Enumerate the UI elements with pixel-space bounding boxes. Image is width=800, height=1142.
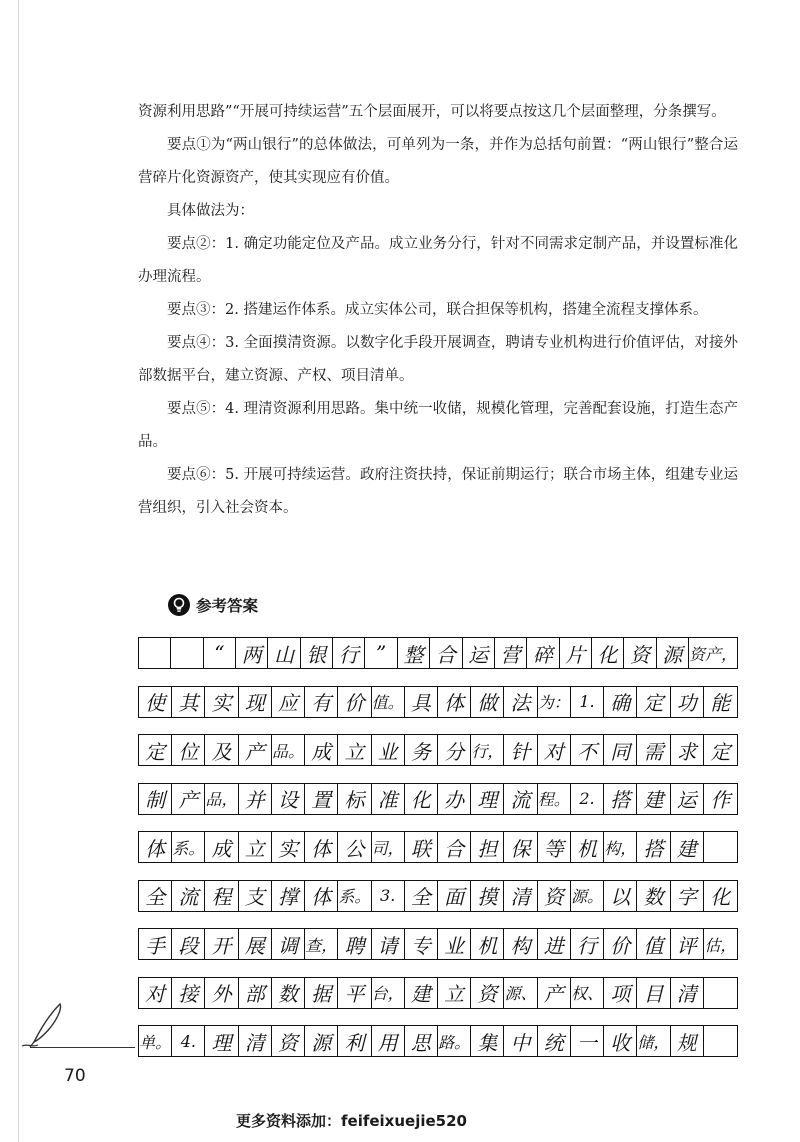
grid-cell: 运 (671, 784, 704, 814)
grid-cell (139, 638, 171, 668)
grid-cell: 成 (305, 735, 338, 765)
grid-cell: 立 (438, 978, 471, 1008)
lightbulb-icon (168, 594, 190, 616)
grid-cell: 资产， (688, 644, 737, 664)
grid-cell: 及 (205, 735, 238, 765)
grid-cell: 统 (538, 1026, 571, 1056)
grid-cell: 中 (504, 1026, 537, 1056)
grid-cell: 产 (239, 735, 272, 765)
grid-cell: 不 (571, 735, 604, 765)
grid-cell: 应 (272, 687, 305, 717)
grid-row (138, 831, 738, 863)
grid-cell: 化 (710, 885, 731, 909)
grid-cell: 定 (637, 687, 670, 717)
grid-cell: 现 (239, 687, 272, 717)
grid-cell: 山 (268, 638, 300, 668)
grid-cell (171, 638, 203, 668)
grid-cell: 准 (372, 784, 405, 814)
grid-cell: 行 (333, 638, 365, 668)
grid-cell: 一 (571, 1026, 604, 1056)
grid-cell: 进 (538, 929, 571, 959)
grid-cell: 据 (305, 978, 338, 1008)
grid-cell: 分 (438, 735, 471, 765)
grid-cell: 定 (710, 739, 731, 764)
grid-cell: 面 (438, 881, 471, 911)
page-number: 70 (64, 1066, 86, 1086)
grid-cell: 数 (637, 881, 670, 911)
grid-cell: 作 (710, 788, 731, 812)
grid-cell: 利 (338, 1026, 371, 1056)
grid-cell: 业 (438, 929, 471, 959)
grid-row (138, 686, 738, 718)
grid-cell: 清 (504, 881, 537, 911)
grid-cell: 评 (671, 929, 704, 959)
grid-cell: 制 (139, 784, 172, 814)
grid-cell (704, 832, 737, 862)
grid-cell: 外 (205, 978, 238, 1008)
grid-cell: 保 (504, 832, 537, 862)
grid-cell: 体 (139, 832, 172, 862)
paragraph: 要点③：2. 搭建运作体系。成立实体公司，联合担保等机构，搭建全流程支撑体系。 (167, 302, 708, 318)
grid-cell: 字 (671, 881, 704, 911)
grid-cell: 数 (272, 978, 305, 1008)
grid-cell: 以 (604, 881, 637, 911)
grid-cell: 并 (239, 784, 272, 814)
grid-cell: ” (365, 638, 397, 668)
grid-cell: 对 (139, 978, 172, 1008)
grid-cell: 请 (372, 929, 405, 959)
footer-note: 更多资料添加：feifeixuejie520 (236, 1112, 467, 1130)
grid-cell: 台， (372, 978, 405, 1008)
grid-cell: 查， (305, 929, 338, 959)
grid-cell: 收 (604, 1026, 637, 1056)
grid-cell: 使 (139, 687, 172, 717)
grid-cell (704, 1026, 737, 1056)
grid-cell: 用 (372, 1026, 405, 1056)
grid-cell: 标 (338, 784, 371, 814)
grid-cell: 品。 (272, 735, 305, 765)
grid-cell: 集 (471, 1026, 504, 1056)
grid-cell: 行， (471, 735, 504, 765)
grid-cell: 功 (671, 687, 704, 717)
grid-cell: 碎 (527, 638, 559, 668)
pen-icon (14, 1000, 74, 1050)
grid-cell: 成 (205, 832, 238, 862)
grid-cell: 权、 (571, 978, 604, 1008)
grid-cell: 系。 (338, 881, 371, 911)
grid-cell: 价 (338, 687, 371, 717)
grid-cell: 搭 (604, 784, 637, 814)
grid-cell: 两 (236, 638, 268, 668)
grid-cell: 有 (305, 687, 338, 717)
grid-cell: 源 (657, 638, 689, 668)
grid-cell: 全 (139, 881, 172, 911)
grid-cell: 理 (471, 784, 504, 814)
grid-cell: 等 (538, 832, 571, 862)
grid-cell: 运 (463, 638, 495, 668)
grid-cell: 产 (172, 784, 205, 814)
grid-cell: 业 (372, 735, 405, 765)
grid-cell: 合 (438, 832, 471, 862)
grid-cell: 产 (538, 978, 571, 1008)
grid-row (138, 928, 738, 960)
grid-cell: 务 (405, 735, 438, 765)
grid-cell: 流 (504, 784, 537, 814)
grid-cell: 机 (471, 929, 504, 959)
grid-cell: 位 (172, 735, 205, 765)
grid-cell: 源、 (504, 978, 537, 1008)
grid-row (138, 734, 738, 766)
grid-cell: 开 (205, 929, 238, 959)
grid-cell: 片 (560, 638, 592, 668)
grid-cell: 银 (301, 638, 333, 668)
grid-cell: 3. (372, 881, 405, 911)
grid-cell: 源 (305, 1026, 338, 1056)
grid-cell: 流 (172, 881, 205, 911)
grid-cell: 2. (571, 784, 604, 814)
grid-cell: 聘 (338, 929, 371, 959)
grid-cell: 系。 (172, 832, 205, 862)
grid-cell: 实 (205, 687, 238, 717)
grid-row (138, 637, 738, 669)
answer-grid (138, 637, 738, 1074)
grid-cell: 理 (205, 1026, 238, 1056)
grid-cell: 路。 (438, 1026, 471, 1056)
paragraph: 具体做法为： (167, 203, 254, 219)
grid-cell: 实 (272, 832, 305, 862)
grid-cell: 全 (405, 881, 438, 911)
grid-cell: 联 (405, 832, 438, 862)
grid-row (138, 783, 738, 815)
footer-rule (30, 1047, 135, 1048)
grid-cell: 部 (239, 978, 272, 1008)
grid-cell: 专 (405, 929, 438, 959)
grid-cell: 其 (172, 687, 205, 717)
grid-cell: 资 (471, 978, 504, 1008)
grid-cell: 资 (538, 881, 571, 911)
grid-cell: 能 (710, 691, 731, 715)
grid-cell: 品， (205, 784, 238, 814)
grid-cell: 构， (604, 832, 637, 862)
grid-cell: 体 (305, 832, 338, 862)
grid-cell: 需 (637, 735, 670, 765)
paragraph: 要点④：3. 全面摸清资源。以数字化手段开展调查，聘请专业机构进行价值评估，对接外部数据平台，建立资源、产权、项目清单。 (138, 335, 738, 384)
grid-cell: 4. (172, 1026, 205, 1056)
grid-cell: 化 (405, 784, 438, 814)
grid-cell: 具 (405, 687, 438, 717)
grid-cell: 建 (405, 978, 438, 1008)
grid-cell: 对 (538, 735, 571, 765)
grid-cell: 手 (139, 929, 172, 959)
grid-cell: 平 (338, 978, 371, 1008)
grid-cell: 公 (338, 832, 371, 862)
grid-cell: 资 (272, 1026, 305, 1056)
grid-cell: 体 (438, 687, 471, 717)
grid-cell: 价 (604, 929, 637, 959)
grid-cell: 立 (338, 735, 371, 765)
grid-cell: 体 (305, 881, 338, 911)
section-header (168, 594, 258, 616)
grid-cell: 调 (272, 929, 305, 959)
grid-row (138, 1025, 738, 1057)
grid-cell: 资 (624, 638, 656, 668)
grid-cell: 目 (637, 978, 670, 1008)
grid-cell: 摸 (471, 881, 504, 911)
grid-cell: 办 (438, 784, 471, 814)
grid-cell: 程。 (538, 784, 571, 814)
grid-cell: 司， (372, 832, 405, 862)
grid-cell: 建 (671, 832, 704, 862)
grid-cell: 估， (704, 935, 737, 955)
grid-cell: 合 (430, 638, 462, 668)
paragraph: 要点⑥：5. 开展可持续运营。政府注资扶持，保证前期运行；联合市场主体，组建专业运营组织，引入社会资本。 (138, 467, 738, 516)
grid-cell: 确 (604, 687, 637, 717)
grid-cell: 针 (504, 735, 537, 765)
grid-cell: 思 (405, 1026, 438, 1056)
grid-cell: 为： (538, 687, 571, 717)
grid-cell: 同 (604, 735, 637, 765)
grid-cell: 法 (504, 687, 537, 717)
grid-cell: 撑 (272, 881, 305, 911)
grid-cell: 做 (471, 687, 504, 717)
grid-cell: 支 (239, 881, 272, 911)
grid-row (138, 880, 738, 912)
grid-cell: 段 (172, 929, 205, 959)
grid-cell: 行 (571, 929, 604, 959)
grid-cell: 置 (305, 784, 338, 814)
grid-row (138, 977, 738, 1009)
page-binding-edge (18, 0, 19, 1142)
grid-cell: 清 (671, 978, 704, 1008)
grid-cell: 项 (604, 978, 637, 1008)
paragraph: 要点①为“两山银行”的总体做法，可单列为一条，并作为总括句前置：“两山银行”整合运营碎片化资源资产，使其实现应有价值。 (138, 137, 738, 186)
grid-cell: 设 (272, 784, 305, 814)
section-title: 参考答案 (196, 597, 259, 615)
grid-cell: 营 (495, 638, 527, 668)
grid-cell: 接 (172, 978, 205, 1008)
grid-cell: 储， (637, 1026, 670, 1056)
analysis-text (138, 96, 738, 525)
grid-cell: 源。 (571, 881, 604, 911)
grid-cell: 机 (571, 832, 604, 862)
grid-cell: 搭 (637, 832, 670, 862)
grid-cell: 建 (637, 784, 670, 814)
grid-cell: 1. (571, 687, 604, 717)
grid-cell: 清 (239, 1026, 272, 1056)
grid-cell: 规 (671, 1026, 704, 1056)
grid-cell: 求 (671, 735, 704, 765)
grid-cell: 化 (592, 638, 624, 668)
grid-cell: 值。 (372, 687, 405, 717)
paragraph: 要点②：1. 确定功能定位及产品。成立业务分行，针对不同需求定制产品，并设置标准化办理流程。 (138, 236, 738, 285)
grid-cell: 构 (504, 929, 537, 959)
grid-cell: 担 (471, 832, 504, 862)
grid-cell: 整 (398, 638, 430, 668)
grid-cell: 单。 (139, 1026, 172, 1056)
grid-cell: 程 (205, 881, 238, 911)
grid-cell: 定 (139, 735, 172, 765)
grid-cell: 立 (239, 832, 272, 862)
paragraph: 要点⑤：4. 理清资源利用思路。集中统一收储，规模化管理，完善配套设施，打造生态产品。 (138, 401, 738, 450)
grid-cell (704, 978, 737, 1008)
paragraph: 资源利用思路”“开展可持续运营”五个层面展开，可以将要点按这几个层面整理，分条撰写。 (138, 104, 726, 120)
grid-cell: 值 (637, 929, 670, 959)
grid-cell: “ (204, 638, 236, 668)
grid-cell: 展 (239, 929, 272, 959)
